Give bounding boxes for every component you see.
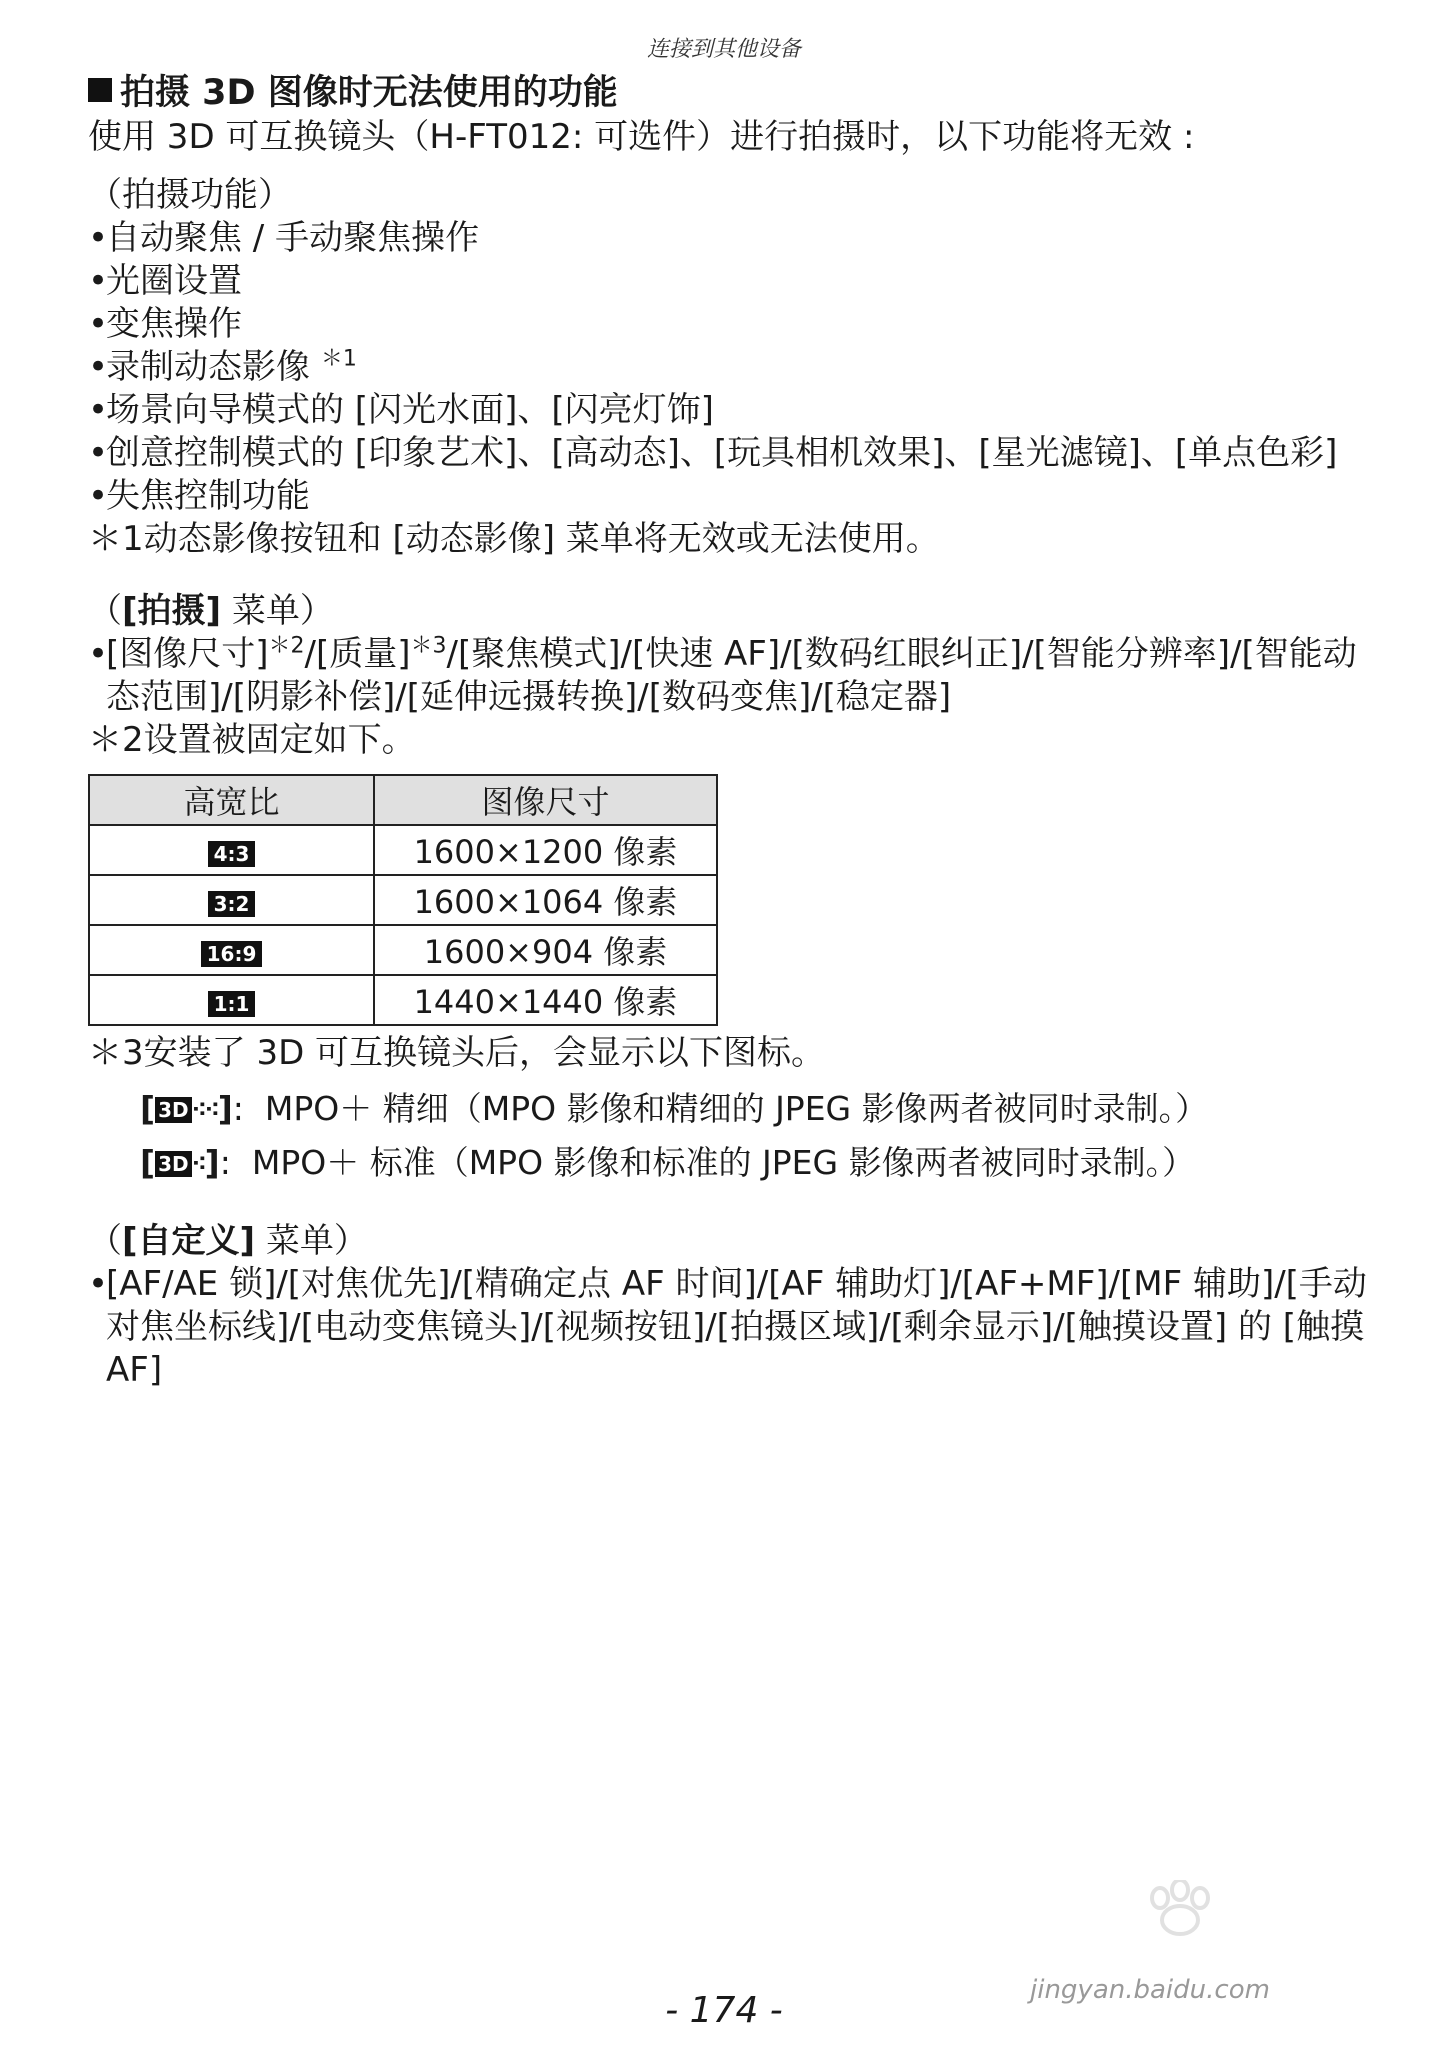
table-row bbox=[89, 825, 717, 875]
page-number: - 174 - bbox=[665, 1990, 783, 2031]
table-cell: 1600×904 像素 bbox=[374, 925, 717, 975]
table-row bbox=[89, 925, 717, 975]
table-cell: 1600×1064 像素 bbox=[374, 875, 717, 925]
list-item: •录制动态影像 $^{*1}$ bbox=[88, 346, 357, 387]
aspect-ratio-icon: 3:2 bbox=[208, 891, 256, 917]
aspect-ratio-icon: 16:9 bbox=[201, 941, 263, 967]
footnote-3: ＊3安装了 3D 可互换镜头后，会显示以下图标。 bbox=[88, 1033, 826, 1073]
shooting-heading: （拍摄功能） bbox=[88, 175, 292, 215]
section-intro: 使用 3D 可互换镜头（H-FT012: 可选件）进行拍摄时，以下功能将无效 : bbox=[88, 117, 1195, 157]
section-title: 拍摄 3D 图像时无法使用的功能 bbox=[88, 70, 1378, 116]
rec-menu-heading: （[拍摄] 菜单） bbox=[88, 591, 334, 631]
list-item: •[图像尺寸]$^{*2}$/[质量]$^{*3}$/[聚焦模式]/[快速 AF]/[数码红眼纠正]/[智能分辨率]/[智能动态范围]/[阴影补偿]/[延伸远摄转换]/[数码变焦]/[稳定器] bbox=[88, 633, 1357, 717]
baidu-watermark-logo bbox=[1010, 1880, 1390, 1990]
table-cell: 1440×1440 像素 bbox=[374, 975, 717, 1025]
page-header: 连接到其他设备 bbox=[646, 37, 801, 62]
footnote-2: ＊2设置被固定如下。 bbox=[88, 720, 416, 760]
table-cell: 1600×1200 像素 bbox=[374, 825, 717, 875]
list-item: •失焦控制功能 bbox=[88, 476, 310, 516]
aspect-ratio-icon: 4:3 bbox=[208, 841, 256, 867]
list-item: •[AF/AE 锁]/[对焦优先]/[精确定点 AF 时间]/[AF 辅助灯]/[AF+MF]/[MF 辅助]/[手动对焦坐标线]/[电动变焦镜头]/[视频按钮]/[拍摄区域]/[剩余显示]/[触摸设置] 的 [触摸 AF] bbox=[88, 1264, 1367, 1390]
table-row bbox=[89, 975, 717, 1025]
list-item: •创意控制模式的 [印象艺术]、[高动态]、[玩具相机效果]、[星光滤镜]、[单点色彩] bbox=[88, 433, 1338, 473]
list-item: •自动聚焦 / 手动聚焦操作 bbox=[88, 218, 480, 258]
quality-icon-standard: [ 3D ⁖]: MPO＋ 标准（MPO 影像和标准的 JPEG 影像两者被同时录制。） bbox=[140, 1137, 1378, 1191]
mpo-fine-icon: [ 3D ⁖⁖] bbox=[140, 1089, 233, 1128]
footnote-1: ＊1动态影像按钮和 [动态影像] 菜单将无效或无法使用。 bbox=[88, 519, 940, 559]
list-item: •变焦操作 bbox=[88, 304, 242, 344]
watermark-url: jingyan.baidu.com bbox=[1030, 1975, 1270, 2005]
quality-icon-fine: [ 3D ⁖⁖]: MPO＋ 精细（MPO 影像和精细的 JPEG 影像两者被同时录制。） bbox=[140, 1083, 1378, 1137]
table-header: 图像尺寸 bbox=[374, 775, 717, 825]
page-content bbox=[88, 70, 1378, 1392]
aspect-ratio-icon: 1:1 bbox=[208, 991, 256, 1017]
footnote-ref: ＊1 bbox=[320, 346, 357, 372]
list-item: •场景向导模式的 [闪光水面]、[闪亮灯饰] bbox=[88, 390, 714, 430]
mpo-standard-icon: [ 3D ⁖] bbox=[140, 1143, 220, 1182]
aspect-size-table bbox=[88, 774, 718, 1026]
list-item: •光圈设置 bbox=[88, 261, 242, 301]
custom-menu-heading: （[自定义] 菜单） bbox=[88, 1221, 368, 1261]
table-row bbox=[89, 875, 717, 925]
table-header: 高宽比 bbox=[89, 775, 374, 825]
square-bullet-icon bbox=[88, 78, 112, 102]
